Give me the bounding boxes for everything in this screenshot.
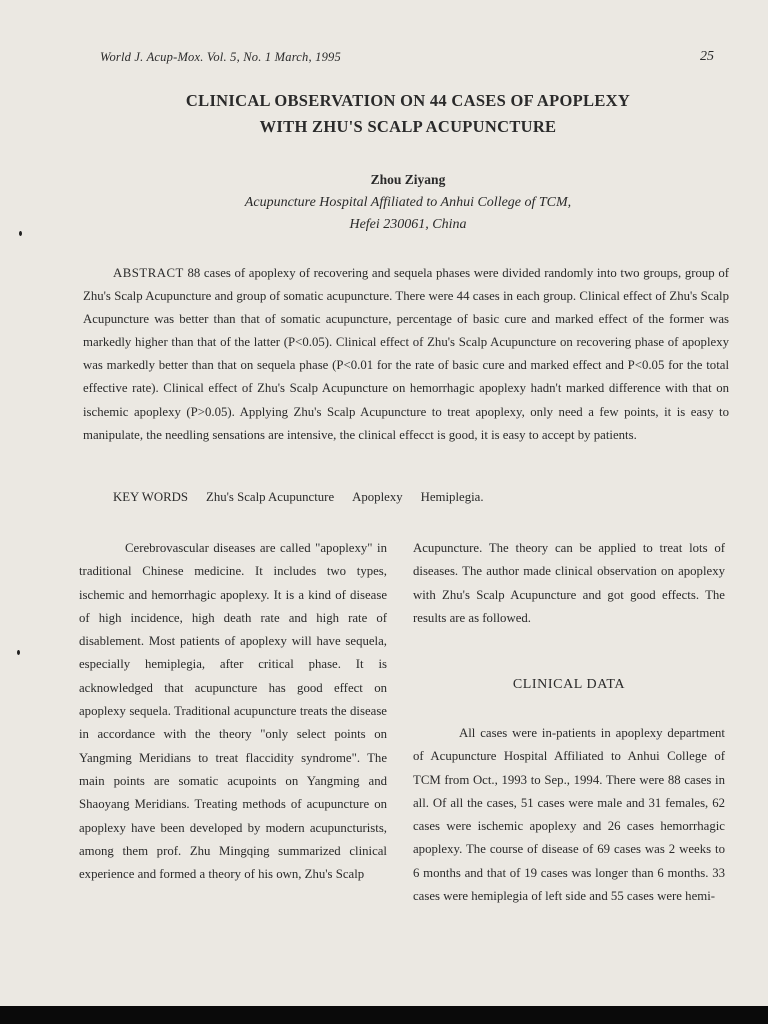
clinical-data-paragraph: All cases were in-patients in apoplexy department of Acupuncture Hospital Affiliated to Anhui College of TCM from Oct., 1993 to Sep., 1994. There were 88 cases in all. Of all the cases, 51 cases were male and 31 females, 62 cases were ischemic apoplexy and 26 cases hemorrhagic apoplexy. The course of disease of 69 cases was 2 weeks to 6 months and that of 19 cases was longer than 6 months. 33 cases were hemiplegia of left side and 55 cases were hemi-	[413, 726, 725, 904]
keyword-3: Hemiplegia.	[420, 490, 484, 504]
article-title	[100, 88, 716, 140]
title-line-1: CLINICAL OBSERVATION ON 44 CASES OF APOPLEXY	[185, 91, 631, 110]
keywords	[113, 490, 733, 505]
body-right-column-bottom	[413, 722, 725, 908]
keyword-1: Zhu's Scalp Acupuncture	[206, 490, 335, 504]
keywords-label: KEY WORDS	[113, 490, 189, 504]
affiliation-line-1: Acupuncture Hospital Affiliated to Anhui College of TCM,	[244, 195, 572, 210]
scan-speck	[17, 650, 20, 655]
abstract-text: 88 cases of apoplexy of recovering and sequela phases were divided randomly into two groups, group of Zhu's Scalp Acupuncture and group of somatic acupuncture. There were 44 cases in each group. Clinical effect of Zhu's Scalp Acupuncture was better than that of somatic acupuncture, percentage of basic cure and marked effect of the former was markedly higher than that of the latter (P<0.05). Clinical effect of Zhu's Scalp Acupuncture on recovering phase of apoplexy was markedly better than that on sequela phase (P<0.01 for the rate of basic cure and marked effect and P<0.05 for the total effective rate). Clinical effect of Zhu's Scalp Acupuncture on hemorrhagic apoplexy hadn't marked difference with that on ischemic apoplexy (P>0.05). Applying Zhu's Scalp Acupuncture to treat apoplexy, only need a few points, it is easy to manipulate, the needling sensations are intensive, the clinical effecct is good, it is easy to accept by patients.	[83, 266, 729, 442]
section-heading: CLINICAL DATA	[512, 677, 626, 692]
intro-paragraph: Cerebrovascular diseases are called "apoplexy" in traditional Chinese medicine. It includes two types, ischemic and hemorrhagic apoplexy. It is a kind of disease of high incidence, high death rate and high rate of disablement. Most patients of apoplexy will have sequela, especially hemiplegia, after critical phase. It is acknowledged that acupuncture has good effect on apoplexy sequela. Traditional acupuncture treats the disease in accordance with the theory "only select points on Yangming Meridians to treat flaccidity syndrome". The main points are somatic acupoints on Yangming and Shaoyang Meridians. Treating methods of acupuncture on apoplexy have been developed by modern acupuncturists, among them prof. Zhu Mingqing summarized clinical experience and formed a theory of his own, Zhu's Scalp	[79, 541, 387, 882]
body-left-column	[79, 537, 387, 886]
body-right-column-top	[413, 537, 725, 630]
keyword-2: Apoplexy	[352, 490, 403, 504]
abstract-label: ABSTRACT	[113, 266, 184, 280]
author-affiliation	[100, 192, 716, 236]
page-number: 25	[700, 49, 714, 64]
scan-bottom-edge	[0, 1006, 768, 1024]
author-name: Zhou Ziyang	[370, 172, 446, 187]
title-line-2: WITH ZHU'S SCALP ACUPUNCTURE	[259, 117, 557, 136]
intro-continuation: Acupuncture. The theory can be applied to treat lots of diseases. The author made clinical observation on apoplexy with Zhu's Scalp Acupuncture and got good effects. The results are as followed.	[413, 541, 725, 625]
affiliation-line-2: Hefei 230061, China	[349, 217, 467, 232]
abstract	[83, 262, 729, 447]
scan-speck	[19, 231, 22, 236]
running-head: World J. Acup-Mox. Vol. 5, No. 1 March, 1995	[100, 50, 341, 64]
